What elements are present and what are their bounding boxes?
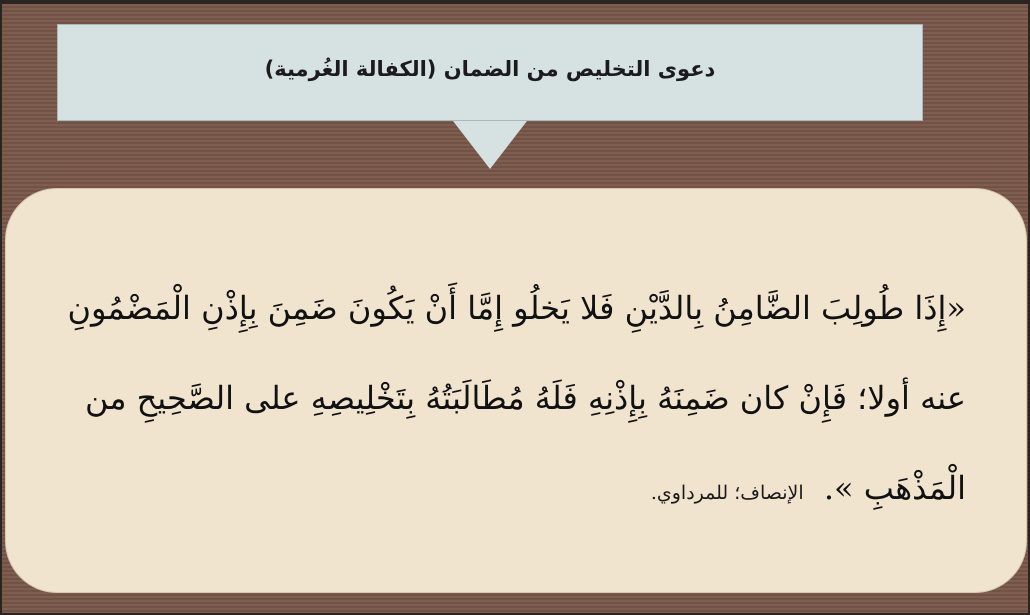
quote-paragraph xyxy=(46,263,966,538)
quote-box xyxy=(5,188,1027,593)
down-arrow-icon xyxy=(453,121,527,169)
title-box xyxy=(57,24,923,121)
quote-text: «إِذَا طُولِبَ الضَّامِنُ بِالدَّيْنِ فَلا يَخلُو إِمَّا أَنْ يَكُونَ ضَمِنَ بِإِذْنِ الْمَضْمُونِ عنه أولا؛ فَإِنْ كان ضَمِنَهُ بِإِذْنِهِ فَلَهُ مُطَالَبَتُهُ بِتَخْلِيصِهِ على الصَّحِيحِ من الْمَذْهَبِ ». xyxy=(67,289,966,507)
citation-text: الإنصاف؛ للمرداوي. xyxy=(650,482,804,504)
slide-title: دعوى التخليص من الضمان (الكفالة الغُرمية) xyxy=(264,56,716,81)
